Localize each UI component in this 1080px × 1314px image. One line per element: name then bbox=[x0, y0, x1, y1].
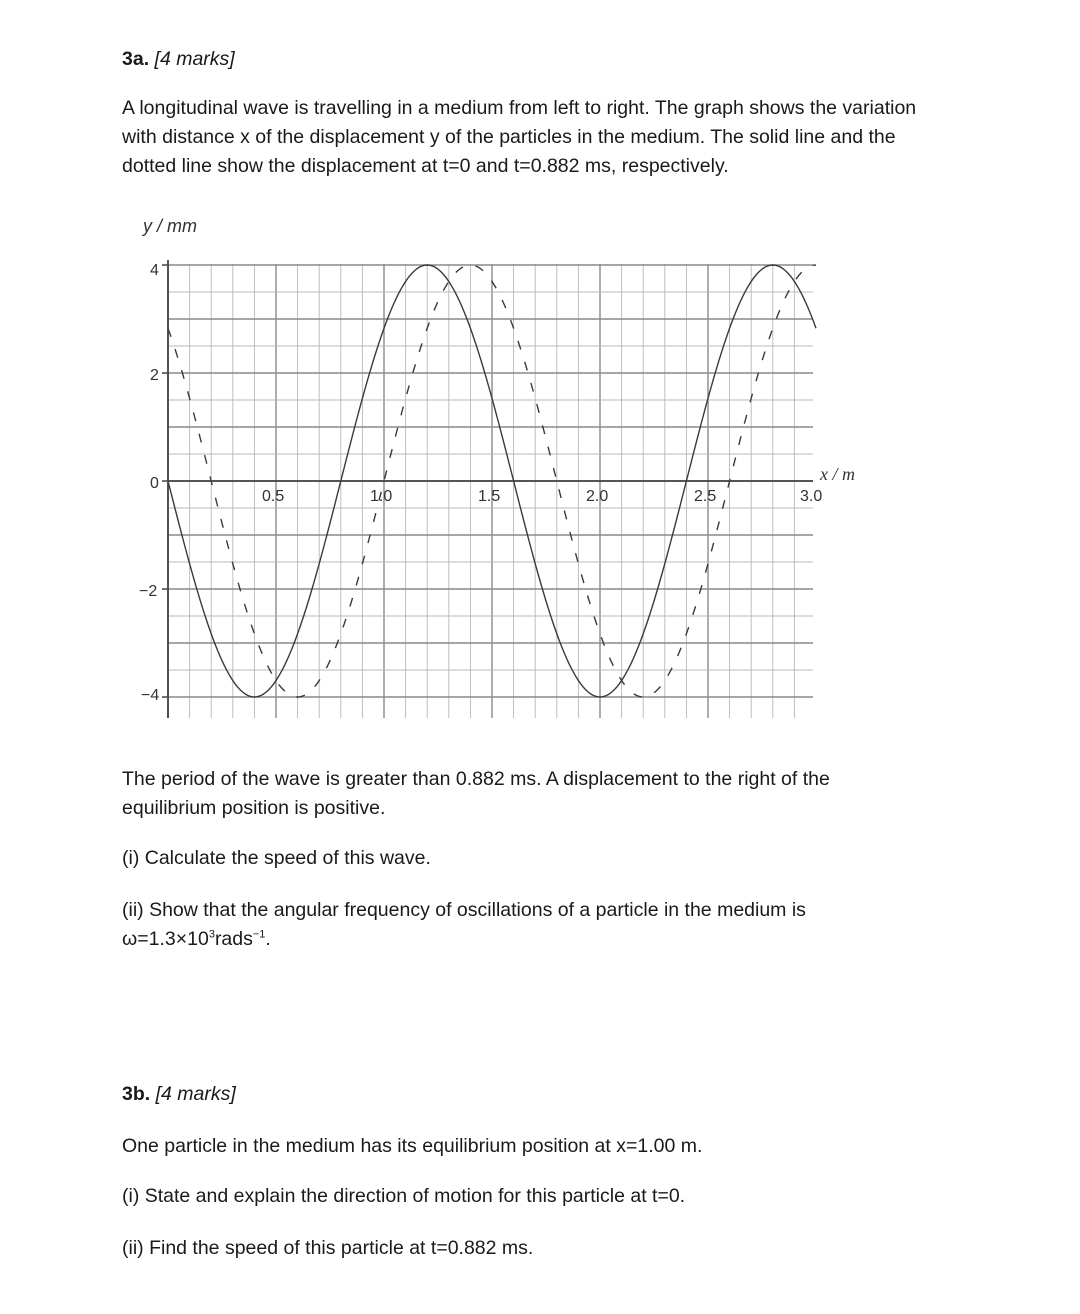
q3a-part-ii bbox=[122, 896, 806, 954]
q3b-intro-text: One particle in the medium has its equilibrium position at x=1.00 m. bbox=[122, 1135, 703, 1157]
y-tick-label: −2 bbox=[139, 583, 158, 600]
q3a-intro-line: dotted line show the displacement at t=0 and t=0.882 ms, respectively. bbox=[122, 155, 729, 177]
q3a-label: 3a. bbox=[122, 48, 150, 70]
q3b-part-i-text: (i) State and explain the direction of motion for this particle at t=0. bbox=[122, 1185, 686, 1207]
y-axis-label: y / mm bbox=[143, 216, 197, 236]
omega-unit-exponent: −1 bbox=[252, 928, 266, 941]
x-tick-label: 1.0 bbox=[370, 488, 393, 505]
omega-exponent: 3 bbox=[208, 928, 215, 941]
q3a-part-i-text: (i) Calculate the speed of this wave. bbox=[122, 847, 431, 869]
q3b-part-ii-text: (ii) Find the speed of this particle at t=0.882 ms. bbox=[122, 1237, 534, 1259]
q3a-intro-line: A longitudinal wave is travelling in a medium from left to right. The graph shows the variation bbox=[122, 97, 917, 119]
omega-period: . bbox=[265, 928, 271, 950]
x-tick-label: 2.5 bbox=[694, 488, 717, 505]
omega-value: ω=1.3×10 bbox=[122, 928, 209, 950]
q3a-after-graph bbox=[122, 765, 830, 823]
q3b-intro bbox=[122, 1132, 702, 1161]
q3b-part-i bbox=[122, 1182, 685, 1211]
x-tick-label: 0.5 bbox=[262, 488, 285, 505]
x-tick-label: 1.5 bbox=[478, 488, 501, 505]
q3b-part-ii bbox=[122, 1234, 533, 1263]
x-tick-label: 2.0 bbox=[586, 488, 609, 505]
q3a-part-i bbox=[122, 844, 431, 873]
y-tick-label: 2 bbox=[150, 367, 159, 384]
y-tick-label: −4 bbox=[141, 687, 160, 704]
q3b-label: 3b. bbox=[122, 1083, 151, 1105]
q3a-after-line: The period of the wave is greater than 0.882 ms. A displacement to the right of the bbox=[122, 768, 830, 790]
q3a-intro-line: with distance x of the displacement y of the particles in the medium. The solid line and the bbox=[122, 126, 896, 148]
q3a-after-line: equilibrium position is positive. bbox=[122, 797, 386, 819]
x-axis-label: x / m bbox=[820, 464, 855, 484]
q3a-marks: [4 marks] bbox=[154, 48, 235, 70]
x-tick-label: 3.0 bbox=[800, 488, 823, 505]
omega-unit: rads bbox=[214, 928, 253, 950]
q3b-header bbox=[122, 1080, 236, 1109]
q3a-part-ii-line2 bbox=[122, 925, 806, 954]
y-tick-label: 0 bbox=[150, 475, 159, 492]
y-tick-label: 4 bbox=[150, 262, 159, 279]
q3a-part-ii-line1: (ii) Show that the angular frequency of oscillations of a particle in the medium is bbox=[122, 899, 806, 921]
q3b-marks: [4 marks] bbox=[155, 1083, 236, 1105]
